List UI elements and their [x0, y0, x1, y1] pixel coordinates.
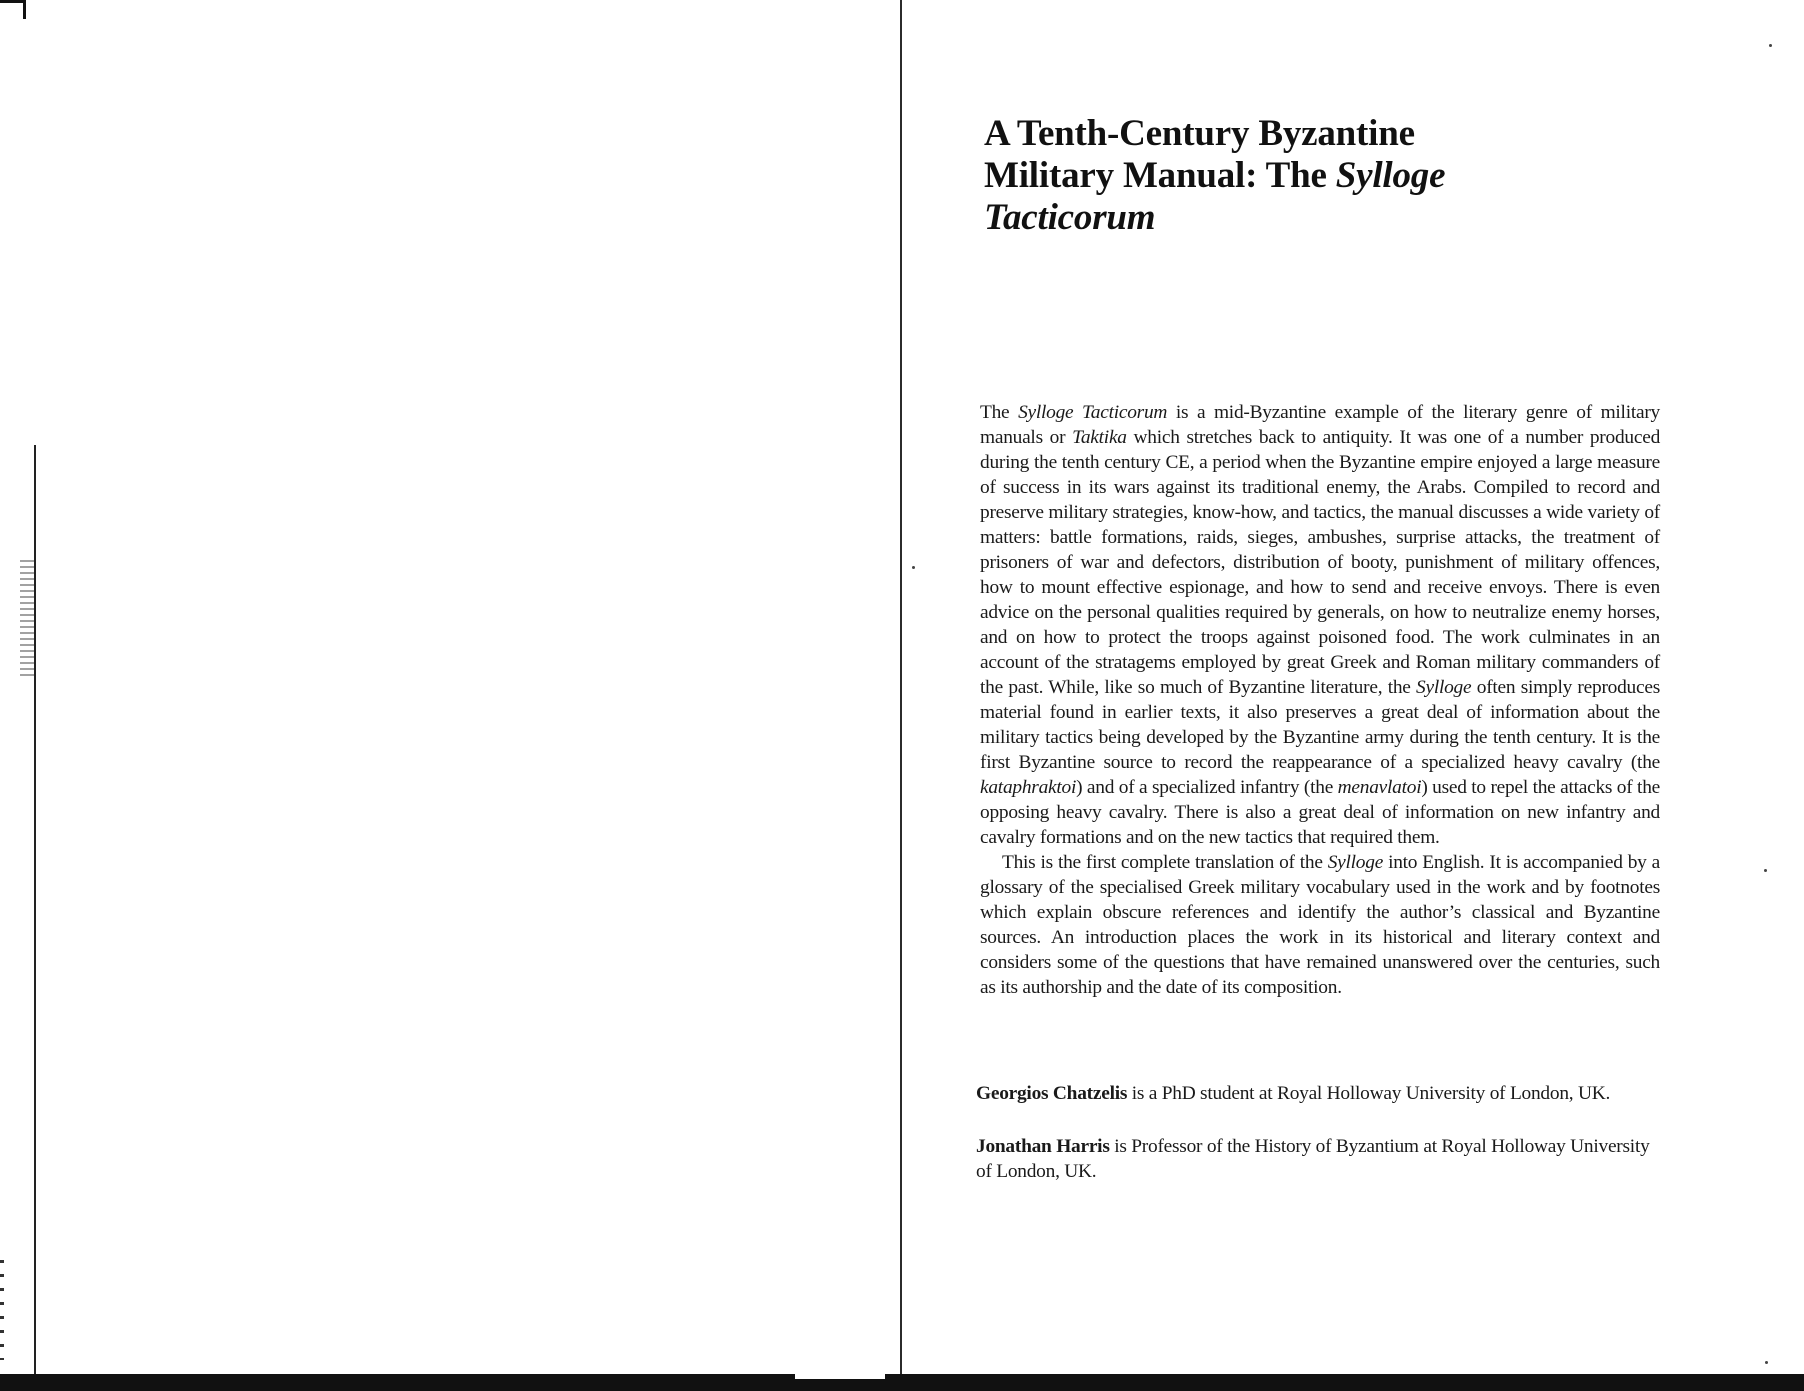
text-run: This is the first complete translation of the — [1002, 852, 1328, 873]
text-run: is a mid-Byzantine example of the literary genre of military manuals or — [980, 402, 1660, 448]
author-name: Jonathan Harris — [976, 1136, 1110, 1157]
title-italic-sylloge: Sylloge — [1335, 155, 1446, 196]
page-gutter-line — [900, 0, 902, 1378]
scan-corner-mark — [0, 0, 26, 14]
stray-dot — [1769, 44, 1772, 47]
scan-edge-line — [34, 445, 36, 1375]
scan-bottom-gap — [795, 1374, 885, 1379]
description-paragraph-2 — [980, 850, 1660, 1000]
text-run: The — [980, 402, 1019, 423]
scan-bottom-bar — [0, 1374, 1804, 1391]
scan-edge-ticks — [0, 1260, 4, 1360]
italic-term: Sylloge — [1416, 677, 1472, 698]
italic-term: Sylloge — [1327, 852, 1384, 873]
stray-dot — [1765, 1361, 1768, 1364]
stray-dot — [1764, 869, 1767, 872]
author-bio-harris — [976, 1134, 1660, 1184]
author-bio-chatzelis — [976, 1081, 1660, 1106]
author-bio-text: is a PhD student at Royal Holloway University of London, UK. — [1127, 1083, 1611, 1104]
text-run: ) and of a specialized infantry (the — [1076, 777, 1338, 798]
scan-edge-speckle — [20, 560, 34, 680]
italic-term: Sylloge Tacticorum — [1018, 402, 1168, 423]
italic-term: kataphraktoi — [980, 777, 1077, 798]
italic-term: menavlatoi — [1337, 777, 1422, 798]
author-bio-text: is Professor of the History of Byzantium at Royal Holloway University of London, UK. — [976, 1136, 1650, 1182]
text-run: which stretches back to antiquity. It was one of a number produced during the tenth century CE, a period when the Byzantine empire enjoyed a large measure of success in its wars against its traditional enemy, the Arabs. Compiled to record and preserve military strategies, know-how, and tactics, the manual discusses a wide variety of matters: battle formations, raids, sieges, ambushes, surprise attacks, the treatment of prisoners of war and defectors, distribution of booty, punishment of military offences, how to mount effective espionage, and how to send and receive envoys. There is even advice on the personal qualities required by generals, on how to neutralize enemy horses, and on how to protect the troops against poisoned food. The work culminates in an account of the stratagems employed by great Greek and Roman military commanders of the past. While, like so much of Byzantine literature, the — [980, 427, 1661, 698]
text-run: into English. It is accompanied by a glossary of the specialised Greek military vocabulary used in the work and by footnotes which explain obscure references and identify the author’s classical and Byzantine sources. An introduction places the work in its historical and literary context and considers some of the questions that have remained unanswered over the centuries, such as its authorship and the date of its composition. — [980, 852, 1661, 998]
author-name: Georgios Chatzelis — [976, 1083, 1128, 1104]
title-line-2: Military Manual: The — [984, 155, 1336, 196]
stray-dot — [912, 566, 915, 569]
title-line-1: A Tenth-Century Byzantine — [984, 113, 1415, 154]
italic-term: Taktika — [1072, 427, 1127, 448]
text-run: often simply reproduces material found in earlier texts, it also preserves a great deal of information about the military tactics being developed by the Byzantine army during the tenth century. It is the first Byzantine source to record the reappearance of a specialized heavy cavalry (the — [980, 677, 1660, 773]
book-title — [984, 113, 1624, 239]
description-paragraph-1 — [980, 400, 1660, 850]
text-run: ) used to repel the attacks of the opposing heavy cavalry. There is also a great deal of information on new infantry and cavalry formations and on the new tactics that required them. — [980, 777, 1660, 848]
title-line-3: Tacticorum — [984, 197, 1156, 238]
book-description — [980, 400, 1660, 1000]
